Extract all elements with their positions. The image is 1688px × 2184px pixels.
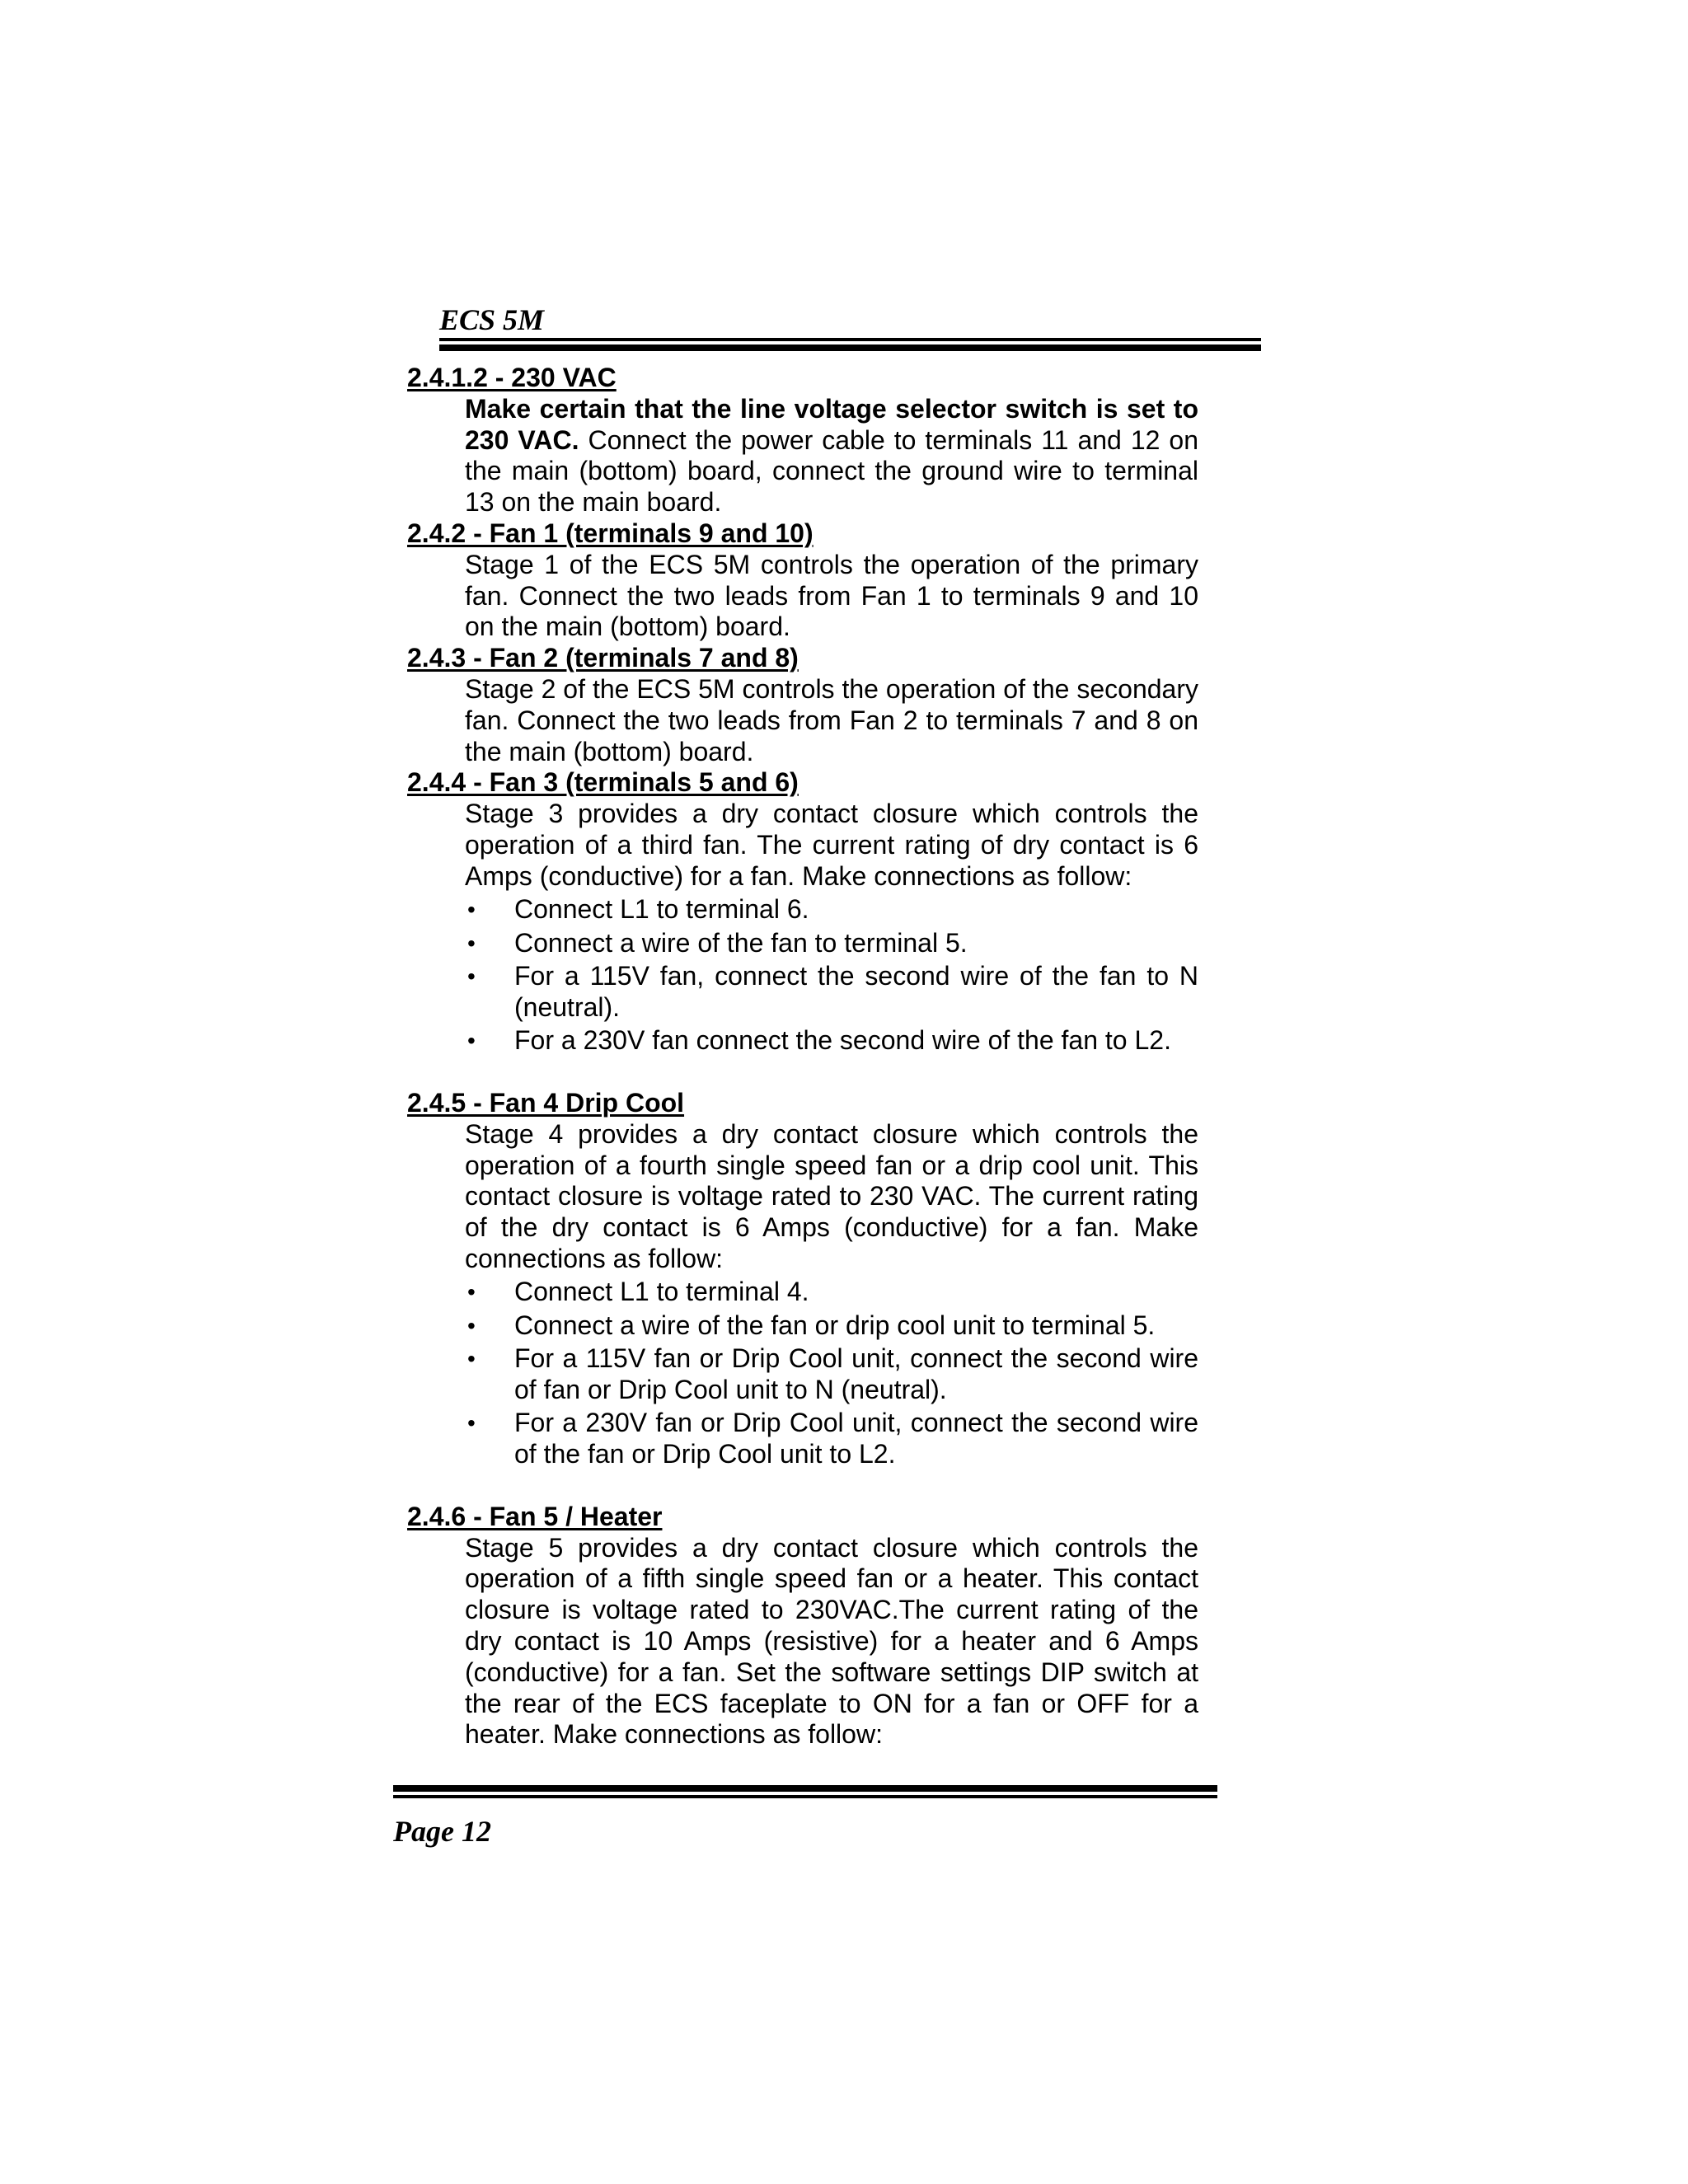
spacer <box>407 1057 1198 1088</box>
bullet-icon: • <box>467 930 476 956</box>
footer-rule-thick <box>393 1785 1217 1792</box>
section-heading-fan4: 2.4.5 - Fan 4 Drip Cool <box>407 1087 685 1118</box>
section-heading-fan2: 2.4.3 - Fan 2 (terminals 7 and 8) <box>407 643 799 673</box>
spacer <box>407 1470 1198 1502</box>
section-paragraph-fan3: Stage 3 provides a dry contact closure which controls the operation of a third fan. The current rating of dry contact is 6 Amps (conductive) for a fan. Make connections as follow: <box>465 799 1198 891</box>
bullet-icon: • <box>467 1312 476 1338</box>
section-heading-fan3: 2.4.4 - Fan 3 (terminals 5 and 6) <box>407 767 799 798</box>
bullet-icon: • <box>467 1346 476 1372</box>
bullet-icon: • <box>467 1028 476 1054</box>
list-item: • For a 115V fan or Drip Cool unit, connect the second wire of fan or Drip Cool unit to N (neutral). <box>467 1343 1198 1404</box>
list-item: • For a 230V fan connect the second wire of the fan to L2. <box>467 1025 1171 1056</box>
header-rule-thin <box>439 338 1261 341</box>
section-heading-fan1: 2.4.2 - Fan 1 (terminals 9 and 10) <box>407 518 814 548</box>
section-paragraph-fan1: Stage 1 of the ECS 5M controls the operation of the primary fan. Connect the two leads from Fan 1 to terminals 9 and 10 on the main (bottom) board. <box>465 549 1198 642</box>
list-item: • Connect L1 to terminal 6. <box>467 894 809 925</box>
list-item: • Connect a wire of the fan or drip cool unit to terminal 5. <box>467 1310 1156 1340</box>
list-item: • For a 115V fan, connect the second wire of the fan to N (neutral). <box>467 960 1198 1022</box>
bullet-icon: • <box>467 963 476 989</box>
list-item: • Connect a wire of the fan to terminal 5. <box>467 927 968 958</box>
header-title: ECS 5M <box>439 303 545 336</box>
bullet-list-fan3 <box>465 894 1198 1057</box>
header-rule-thick <box>439 344 1261 351</box>
list-item: • For a 230V fan or Drip Cool unit, connect the second wire of the fan or Drip Cool unit to L2. <box>467 1408 1198 1469</box>
bullet-icon: • <box>467 1279 476 1305</box>
footer-rule-thin <box>393 1795 1217 1798</box>
section-paragraph-fan5-heater: Stage 5 provides a dry contact closure which controls the operation of a fifth single speed fan or a heater. This contact closure is voltage rated to 230VAC.The current rating of the dry contact is 10 Amps (resistive) for a heater and 6 Amps (conductive) for a fan. Set the software settings DIP switch at the rear of the ECS faceplate to ON for a fan or OFF for a heater. Make connections as follow: <box>465 1532 1198 1750</box>
bullet-list-fan4 <box>465 1277 1198 1470</box>
section-heading-230vac: 2.4.1.2 - 230 VAC <box>407 363 617 392</box>
section-paragraph-fan2: Stage 2 of the ECS 5M controls the operation of the secondary fan. Connect the two leads from Fan 2 to terminals 7 and 8 on the main (bottom) board. <box>465 673 1198 766</box>
section-paragraph-230vac <box>465 394 1198 518</box>
para-bold-warning: Make certain that the line voltage selector switch is set to 230 VAC. <box>465 393 1198 455</box>
body-content <box>407 363 1198 1750</box>
bullet-icon: • <box>467 1410 476 1436</box>
page-number: Page 12 <box>393 1815 491 1848</box>
section-paragraph-fan4: Stage 4 provides a dry contact closure which controls the operation of a fourth single speed fan or a drip cool unit. This contact closure is voltage rated to 230 VAC. The current rating of the dry contact is 6 Amps (conductive) for a fan. Make connections as follow: <box>465 1118 1198 1273</box>
bullet-icon: • <box>467 897 476 923</box>
list-item: • Connect L1 to terminal 4. <box>467 1277 809 1307</box>
section-heading-fan5-heater: 2.4.6 - Fan 5 / Heater <box>407 1501 663 1531</box>
para-rest: Connect the power cable to terminals 11 and 12 on the main (bottom) board, connect the ground wire to terminal 13 on the main board. <box>465 424 1199 518</box>
